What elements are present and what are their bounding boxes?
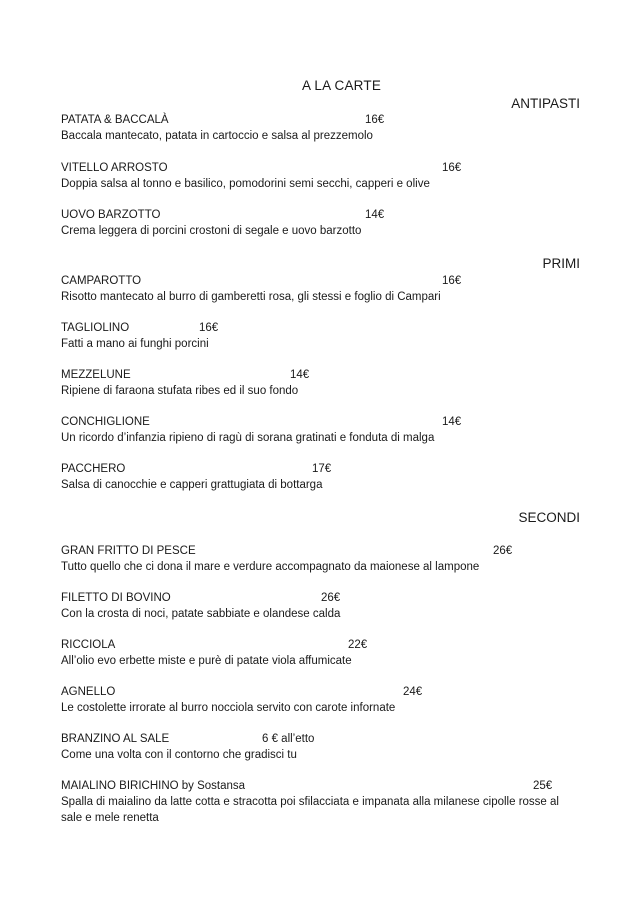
menu-item — [61, 461, 581, 493]
menu-item — [61, 590, 581, 622]
dish-price: 25€ — [533, 780, 553, 792]
dish-name: FILETTO DI BOVINO — [61, 592, 171, 604]
menu-item — [61, 367, 581, 399]
dish-price: 14€ — [290, 369, 310, 381]
dish-description: Spalla di maialino da latte cotta e stracotta poi sfilacciata e impanata alla milanese cipolle rosse al sale e mele renetta — [61, 796, 559, 824]
dish-price: 24€ — [403, 686, 423, 698]
dish-price: 14€ — [442, 416, 462, 428]
dish-price: 6 € all’etto — [262, 733, 315, 745]
menu-item — [61, 160, 581, 192]
dish-price: 16€ — [365, 114, 385, 126]
menu-item — [61, 112, 581, 144]
menu-item — [61, 320, 581, 352]
dish-description: Come una volta con il contorno che gradisci tu — [61, 749, 297, 761]
dish-description: Con la crosta di noci, patate sabbiate e olandese calda — [61, 608, 341, 620]
menu-title: A LA CARTE — [302, 78, 382, 93]
dish-name: PATATA & BACCALÀ — [61, 114, 169, 126]
dish-name: CAMPAROTTO — [61, 275, 142, 287]
dish-description: Baccala mantecato, patata in cartoccio e salsa al prezzemolo — [61, 130, 373, 142]
dish-description: Risotto mantecato al burro di gamberetti rosa, gli stessi e foglio di Campari — [61, 291, 441, 303]
dish-price: 14€ — [365, 209, 385, 221]
section-heading-primi: PRIMI — [542, 256, 580, 271]
dish-description: All’olio evo erbette miste e purè di patate viola affumicate — [61, 655, 352, 667]
dish-description: Doppia salsa al tonno e basilico, pomodorini semi secchi, capperi e olive — [61, 178, 430, 190]
dish-description: Tutto quello che ci dona il mare e verdure accompagnato da maionese al lampone — [61, 561, 480, 573]
dish-name: MAIALINO BIRICHINO by Sostansa — [61, 780, 246, 792]
dish-name: VITELLO ARROSTO — [61, 162, 168, 174]
menu-item — [61, 637, 581, 669]
dish-description: Salsa di canocchie e capperi grattugiata di bottarga — [61, 479, 323, 491]
dish-name: RICCIOLA — [61, 639, 116, 651]
dish-price: 17€ — [312, 463, 332, 475]
dish-name: PACCHERO — [61, 463, 126, 475]
dish-price: 22€ — [348, 639, 368, 651]
dish-name: MEZZELUNE — [61, 369, 131, 381]
dish-description: Fatti a mano ai funghi porcini — [61, 338, 209, 350]
menu-item — [61, 414, 581, 446]
menu-item — [61, 778, 581, 826]
dish-price: 26€ — [493, 545, 513, 557]
dish-description: Le costolette irrorate al burro nocciola servito con carote infornate — [61, 702, 396, 714]
dish-name: TAGLIOLINO — [61, 322, 130, 334]
dish-name: AGNELLO — [61, 686, 116, 698]
dish-name: CONCHIGLIONE — [61, 416, 150, 428]
dish-name: BRANZINO AL SALE — [61, 733, 170, 745]
menu-item — [61, 543, 581, 575]
menu-item — [61, 207, 581, 239]
dish-price: 16€ — [442, 162, 462, 174]
dish-name: UOVO BARZOTTO — [61, 209, 161, 221]
section-heading-antipasti: ANTIPASTI — [511, 96, 580, 111]
menu-item — [61, 684, 581, 716]
dish-price: 16€ — [199, 322, 219, 334]
dish-price: 16€ — [442, 275, 462, 287]
dish-description: Ripiene di faraona stufata ribes ed il suo fondo — [61, 385, 299, 397]
dish-description: Crema leggera di porcini crostoni di segale e uovo barzotto — [61, 225, 362, 237]
section-heading-secondi: SECONDI — [518, 510, 580, 525]
dish-price: 26€ — [321, 592, 341, 604]
dish-description: Un ricordo d’infanzia ripieno di ragù di sorana gratinati e fonduta di malga — [61, 432, 435, 444]
dish-name: GRAN FRITTO DI PESCE — [61, 545, 196, 557]
menu-item — [61, 731, 581, 763]
menu-item — [61, 273, 581, 305]
